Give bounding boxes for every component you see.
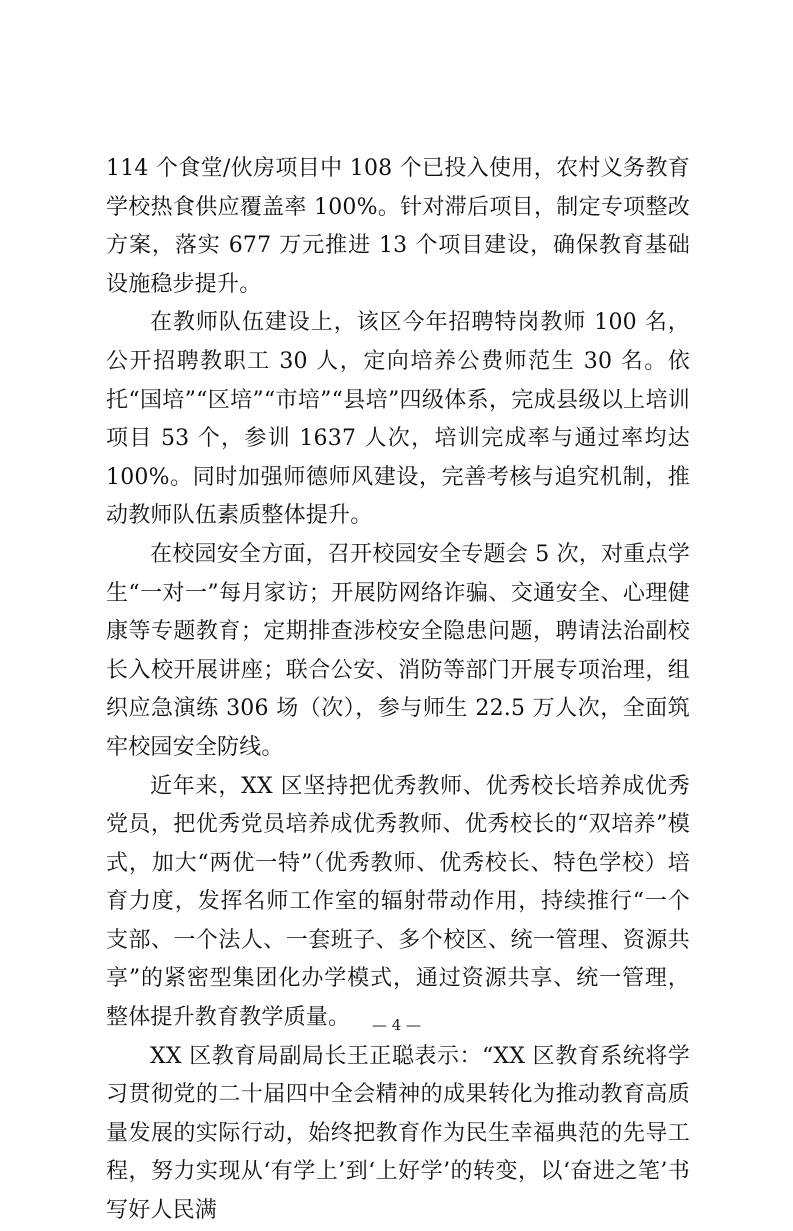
paragraph-dual-training: 近年来，XX 区坚持把优秀教师、优秀校长培养成优秀党员，把优秀党员培养成优秀教师、优秀校长的“双培养”模式，加大“两优一特”（优秀教师、优秀校长、特色学校）培育力度，发挥名师工作室的辐射带动作用，持续推行“一个支部、一个法人、一套班子、多个校区、统一管理、资源共享”的紧密型集团化办学模式，通过资源共享、统一管理，整体提升教育教学质量。: [106, 773, 690, 1031]
paragraph-canteen-projects: 114 个食堂/伙房项目中 108 个已投入使用，农村义务教育学校热食供应覆盖率 100%。针对滞后项目，制定专项整改方案，落实 677 万元推进 13 个项目建设，确保教育基础设施稳步提升。: [106, 156, 690, 297]
paragraph-official-quote: XX 区教育局副局长王正聪表示：“XX 区教育系统将学习贯彻党的二十届四中全会精神的成果转化为推动教育高质量发展的实际行动，始终把教育作为民生幸福典范的先导工程，努力实现从‘有学上’到‘上好学’的转变，以‘奋进之笔’书写好人民满: [106, 1043, 690, 1224]
paragraph-teacher-team: 在教师队伍建设上，该区今年招聘特岗教师 100 名，公开招聘教职工 30 人，定向培养公费师范生 30 名。依托“国培”“区培”“市培”“县培”四级体系，完成县级以上培训项目 53 个，参训 1637 人次，培训完成率与通过率均达 100%。同时加强师德师风建设，完善考核与追究机制，推动教师队伍素质整体提升。: [106, 310, 690, 529]
document-body: [106, 150, 690, 1231]
paragraph-campus-safety: 在校园安全方面，召开校园安全专题会 5 次，对重点学生“一对一”每月家访；开展防网络诈骗、交通安全、心理健康等专题教育；定期排查涉校安全隐患问题，聘请法治副校长入校开展讲座；联合公安、消防等部门开展专项治理，组织应急演练 306 场（次），参与师生 22.5 万人次，全面筑牢校园安全防线。: [106, 541, 690, 760]
page-number: — 4 —: [371, 1016, 422, 1034]
